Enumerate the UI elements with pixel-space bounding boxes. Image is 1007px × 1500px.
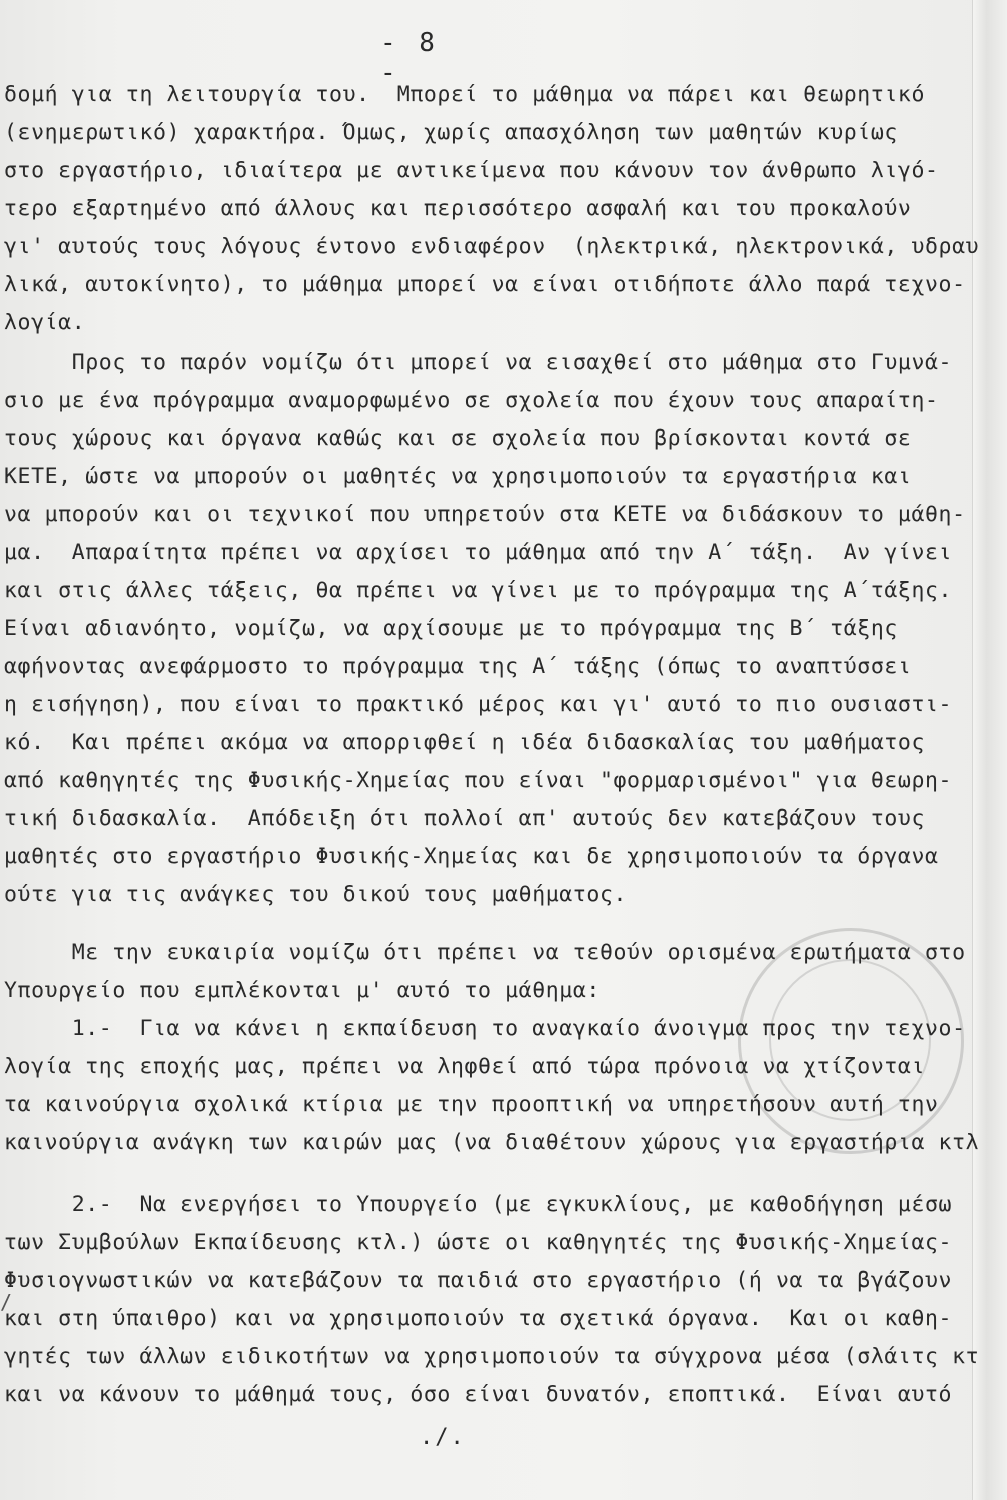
text-line: να μπορούν και οι τεχνικοί που υπηρετούν στα ΚΕΤΕ να διδάσκουν το μάθη- [4,502,966,527]
text-line: (ενημερωτικό) χαρακτήρα. Όμως, χωρίς απασχόληση των μαθητών κυρίως [4,120,898,145]
text-line: λικά, αυτοκίνητο), το μάθημα μπορεί να είναι οτιδήποτε άλλο παρά τεχνο- [4,272,966,297]
text-line: και στη ύπαιθρο) και να χρησιμοποιούν τα σχετικά όργανα. Και οι καθη- [4,1306,953,1331]
continuation-mark: ./. [420,1425,466,1450]
text-line: από καθηγητές της Φυσικής-Χημείας που είναι "φορμαρισμένοι" για θεωρη- [4,768,953,793]
text-line: Φυσιογνωστικών να κατεβάζουν τα παιδιά στο εργαστήριο (ή να τα βγάζουν [4,1268,953,1293]
text-line: γι' αυτούς τους λόγους έντονο ενδιαφέρον (ηλεκτρικά, ηλεκτρονικά, υδραυ [4,234,980,259]
text-line: λογία της εποχής μας, πρέπει να ληφθεί από τώρα πρόνοια να χτίζονται [4,1054,925,1079]
text-line: ΚΕΤΕ, ώστε να μπορούν οι μαθητές να χρησιμοποιούν τα εργαστήρια και [4,464,912,489]
text-line: των Συμβούλων Εκπαίδευσης κτλ.) ώστε οι καθηγητές της Φυσικής-Χημείας- [4,1230,953,1255]
text-line: αφήνοντας ανεφάρμοστο το πρόγραμμα της Α΄ τάξης (όπως το αναπτύσσει [4,654,912,679]
text-line: μαθητές στο εργαστήριο Φυσικής-Χημείας και δε χρησιμοποιούν τα όργανα [4,844,939,869]
text-line: τερο εξαρτημένο από άλλους και περισσότερο ασφαλή και του προκαλούν [4,196,912,221]
text-line: σιο με ένα πρόγραμμα αναμορφωμένο σε σχολεία που έχουν τους απαραίτη- [4,388,939,413]
text-line: Είναι αδιανόητο, νομίζω, να αρχίσουμε με το πρόγραμμα της Β΄ τάξης [4,616,898,641]
page-edge [972,0,1007,1500]
text-line: τική διδασκαλία. Απόδειξη ότι πολλοί απ' αυτούς δεν κατεβάζουν τους [4,806,925,831]
text-line: καινούργια ανάγκη των καιρών μας (να διαθέτουν χώρους για εργαστήρια κτλ [4,1130,980,1155]
text-line: και στις άλλες τάξεις, θα πρέπει να γίνει με το πρόγραμμα της Α΄τάξης. [4,578,953,603]
text-line: ούτε για τις ανάγκες του δικού τους μαθήματος. [4,882,628,907]
text-line: λογία. [4,310,86,335]
text-line: 2.- Να ενεργήσει το Υπουργείο (με εγκυκλίους, με καθοδήγηση μέσω [4,1192,953,1217]
text-line: δομή για τη λειτουργία του. Μπορεί το μάθημα να πάρει και θεωρητικό [4,82,925,107]
text-line: μα. Απαραίτητα πρέπει να αρχίσει το μάθημα από την Α΄ τάξη. Αν γίνει [4,540,953,565]
text-line: γητές των άλλων ειδικοτήτων να χρησιμοποιούν τα σύγχρονα μέσα (σλάιτς κτ [4,1344,980,1369]
text-line: 1.- Για να κάνει η εκπαίδευση το αναγκαίο άνοιγμα προς την τεχνο- [4,1016,966,1041]
text-line: η εισήγηση), που είναι το πρακτικό μέρος και γι' αυτό το πιο ουσιαστι- [4,692,953,717]
margin-mark: / [0,1290,13,1314]
text-line: τους χώρους και όργανα καθώς και σε σχολεία που βρίσκονται κοντά σε [4,426,912,451]
text-line: στο εργαστήριο, ιδιαίτερα με αντικείμενα που κάνουν τον άνθρωπο λιγό- [4,158,939,183]
text-line: Υπουργείο που εμπλέκονται μ' αυτό το μάθημα: [4,978,600,1003]
text-line: κό. Και πρέπει ακόμα να απορριφθεί η ιδέα διδασκαλίας του μαθήματος [4,730,925,755]
text-line: Με την ευκαιρία νομίζω ότι πρέπει να τεθούν ορισμένα ερωτήματα στο [4,940,966,965]
text-line: Προς το παρόν νομίζω ότι μπορεί να εισαχθεί στο μάθημα στο Γυμνά- [4,350,953,375]
text-line: και να κάνουν το μάθημά τους, όσο είναι δυνατόν, εποπτικά. Είναι αυτό [4,1382,953,1407]
page-number: - 8 - [380,28,439,88]
text-line: τα καινούργια σχολικά κτίρια με την προοπτική να υπηρετήσουν αυτή την [4,1092,939,1117]
